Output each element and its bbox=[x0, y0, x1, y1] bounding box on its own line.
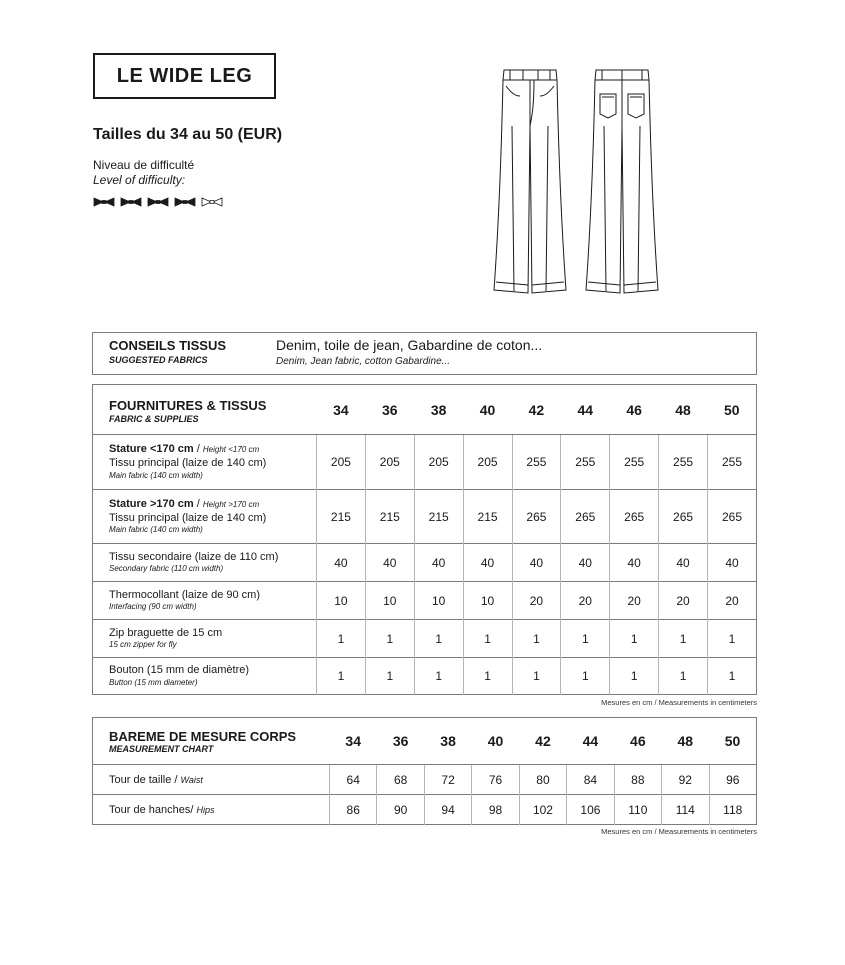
table-cell: 1 bbox=[414, 658, 463, 695]
bow-tie-icon bbox=[93, 197, 115, 207]
table-cell: 40 bbox=[610, 544, 659, 582]
table-cell: 1 bbox=[561, 620, 610, 658]
measurement-heading bbox=[93, 718, 330, 765]
fabrics-title-en: SUGGESTED FABRICS bbox=[109, 355, 208, 365]
table-cell: 106 bbox=[567, 795, 614, 825]
table-cell: 88 bbox=[614, 765, 661, 795]
supplies-title-en: FABRIC & SUPPLIES bbox=[109, 414, 199, 424]
table-cell: 255 bbox=[610, 435, 659, 490]
row-label bbox=[93, 765, 330, 795]
supplies-title-fr: FOURNITURES & TISSUS bbox=[109, 397, 267, 413]
table-cell: 265 bbox=[610, 490, 659, 544]
size-header: 40 bbox=[487, 733, 504, 749]
table-cell: 10 bbox=[414, 582, 463, 620]
table-cell: 40 bbox=[317, 544, 366, 582]
table-cell: 94 bbox=[424, 795, 471, 825]
fabrics-text-en: Denim, Jean fabric, cotton Gabardine... bbox=[276, 356, 450, 367]
table-cell: 84 bbox=[567, 765, 614, 795]
trousers-front-icon bbox=[494, 70, 566, 293]
row-label-fr: Tissu principal (laize de 140 cm) bbox=[109, 511, 267, 524]
table-cell: 1 bbox=[463, 620, 512, 658]
row-label-fr: Tissu secondaire (laize de 110 cm) bbox=[109, 550, 279, 563]
table-cell: 1 bbox=[659, 658, 708, 695]
table-cell: 205 bbox=[463, 435, 512, 490]
table-cell: 96 bbox=[709, 765, 757, 795]
size-header: 44 bbox=[577, 401, 594, 418]
table-cell: 265 bbox=[512, 490, 561, 544]
supplies-table bbox=[92, 384, 757, 695]
table-cell: 20 bbox=[659, 582, 708, 620]
row-label-fr: Zip braguette de 15 cm bbox=[109, 626, 223, 639]
size-header: 50 bbox=[724, 733, 741, 749]
table-cell: 40 bbox=[659, 544, 708, 582]
table-cell: 215 bbox=[365, 490, 414, 544]
row-label-en: Main fabric (140 cm width) bbox=[109, 470, 203, 480]
row-label-en: Main fabric (140 cm width) bbox=[109, 525, 203, 535]
separator: / bbox=[193, 443, 203, 456]
row-label-fr: Thermocollant (laize de 90 cm) bbox=[109, 588, 261, 601]
size-range: Tailles du 34 au 50 (EUR) bbox=[93, 126, 283, 143]
pattern-title: LE WIDE LEG bbox=[93, 53, 276, 99]
size-header: 46 bbox=[626, 401, 642, 418]
table-cell: 1 bbox=[414, 620, 463, 658]
row-label-en: Secondary fabric (110 cm width) bbox=[109, 564, 224, 574]
table-cell: 1 bbox=[659, 620, 708, 658]
table-cell: 76 bbox=[472, 765, 519, 795]
size-header: 38 bbox=[440, 733, 456, 749]
table-cell: 265 bbox=[708, 490, 757, 544]
table-cell: 86 bbox=[330, 795, 377, 825]
supplies-header-row bbox=[93, 385, 757, 435]
row-label bbox=[93, 620, 317, 658]
stature-label: Stature >170 cm bbox=[109, 497, 194, 510]
stature-label: Stature <170 cm bbox=[109, 443, 194, 456]
table-cell: 90 bbox=[377, 795, 424, 825]
table-cell: 205 bbox=[365, 435, 414, 490]
table-cell: 215 bbox=[463, 490, 512, 544]
table-cell: 80 bbox=[519, 765, 566, 795]
table-cell: 1 bbox=[610, 620, 659, 658]
table-cell: 40 bbox=[365, 544, 414, 582]
size-header: 40 bbox=[479, 401, 496, 418]
bow-tie-icon bbox=[174, 197, 196, 207]
size-header: 36 bbox=[392, 733, 409, 749]
table-cell: 215 bbox=[414, 490, 463, 544]
table-cell: 110 bbox=[614, 795, 661, 825]
row-label bbox=[93, 582, 317, 620]
table-row bbox=[93, 582, 757, 620]
supplies-heading bbox=[93, 385, 317, 435]
row-label-line bbox=[109, 443, 316, 457]
size-header: 34 bbox=[333, 401, 349, 418]
table-cell: 265 bbox=[561, 490, 610, 544]
measurement-header-row bbox=[93, 718, 757, 765]
row-label bbox=[93, 435, 317, 490]
table-cell: 20 bbox=[561, 582, 610, 620]
row-label-fr: Tour de taille bbox=[109, 773, 172, 786]
table-cell: 1 bbox=[365, 620, 414, 658]
row-label-en: Interfacing (90 cm width) bbox=[109, 602, 197, 612]
trousers-back-icon bbox=[586, 70, 658, 293]
table-cell: 255 bbox=[561, 435, 610, 490]
row-label bbox=[93, 658, 317, 695]
table-cell: 20 bbox=[610, 582, 659, 620]
bow-tie-icon bbox=[120, 197, 142, 207]
fabrics-text-fr: Denim, toile de jean, Gabardine de coton... bbox=[276, 337, 543, 353]
trousers-illustration bbox=[490, 66, 665, 298]
table-row bbox=[93, 658, 757, 695]
size-header: 42 bbox=[535, 733, 551, 749]
fabrics-title-fr: CONSEILS TISSUS bbox=[109, 338, 227, 353]
bow-tie-icon bbox=[201, 197, 223, 207]
row-label-en: 15 cm zipper for fly bbox=[109, 640, 177, 650]
table-cell: 215 bbox=[317, 490, 366, 544]
table-cell: 1 bbox=[463, 658, 512, 695]
table-cell: 64 bbox=[330, 765, 377, 795]
measurement-title-fr: BAREME DE MESURE CORPS bbox=[109, 728, 297, 744]
measurement-table bbox=[92, 717, 757, 825]
table-cell: 265 bbox=[659, 490, 708, 544]
table-cell: 205 bbox=[414, 435, 463, 490]
table-cell: 1 bbox=[317, 658, 366, 695]
table-cell: 255 bbox=[659, 435, 708, 490]
table-row bbox=[93, 490, 757, 544]
table-cell: 1 bbox=[561, 658, 610, 695]
table-cell: 102 bbox=[519, 795, 566, 825]
row-label-en: Waist bbox=[180, 774, 203, 785]
table-row bbox=[93, 765, 757, 795]
row-label bbox=[93, 795, 330, 825]
size-header: 36 bbox=[382, 401, 398, 418]
size-header: 44 bbox=[582, 733, 599, 749]
row-label-fr: Bouton (15 mm de diamètre) bbox=[109, 664, 250, 677]
bow-tie-icon bbox=[147, 197, 169, 207]
table-cell: 255 bbox=[512, 435, 561, 490]
separator: / bbox=[193, 497, 203, 510]
size-header: 46 bbox=[630, 733, 646, 749]
table-row bbox=[93, 620, 757, 658]
table-cell: 92 bbox=[662, 765, 709, 795]
table-cell: 1 bbox=[365, 658, 414, 695]
size-header: 42 bbox=[528, 401, 545, 418]
table-cell: 1 bbox=[708, 620, 757, 658]
table-cell: 1 bbox=[317, 620, 366, 658]
row-label bbox=[93, 544, 317, 582]
table-row bbox=[93, 544, 757, 582]
difficulty-label-en: Level of difficulty: bbox=[93, 173, 186, 187]
table-cell: 40 bbox=[463, 544, 512, 582]
row-label-en: Button (15 mm diameter) bbox=[109, 677, 198, 687]
measurement-title-en: MEASUREMENT CHART bbox=[109, 743, 214, 754]
table-cell: 10 bbox=[317, 582, 366, 620]
table-cell: 118 bbox=[709, 795, 757, 825]
table-cell: 20 bbox=[708, 582, 757, 620]
suggested-fabrics-box bbox=[92, 332, 757, 375]
separator: / bbox=[171, 773, 181, 786]
table-cell: 40 bbox=[708, 544, 757, 582]
table-cell: 255 bbox=[708, 435, 757, 490]
row-label-fr: Tour de hanches bbox=[109, 803, 191, 816]
size-header: 48 bbox=[675, 401, 691, 418]
separator: / bbox=[190, 803, 197, 816]
table-cell: 20 bbox=[512, 582, 561, 620]
table-cell: 1 bbox=[610, 658, 659, 695]
height-label-en: Height >170 cm bbox=[202, 499, 260, 509]
row-label bbox=[93, 490, 317, 544]
table-row bbox=[93, 435, 757, 490]
table-cell: 98 bbox=[472, 795, 519, 825]
table-cell: 10 bbox=[463, 582, 512, 620]
table-row bbox=[93, 795, 757, 825]
table-cell: 40 bbox=[414, 544, 463, 582]
table-cell: 72 bbox=[424, 765, 471, 795]
table-cell: 1 bbox=[512, 658, 561, 695]
row-label-line bbox=[109, 498, 316, 512]
table-cell: 1 bbox=[708, 658, 757, 695]
units-note: Mesures en cm / Measurements in centimeters bbox=[601, 698, 757, 707]
size-header: 50 bbox=[723, 401, 740, 418]
table-cell: 1 bbox=[512, 620, 561, 658]
table-cell: 40 bbox=[512, 544, 561, 582]
row-label-en: Hips bbox=[196, 804, 215, 815]
units-note: Mesures en cm / Measurements in centimeters bbox=[601, 827, 757, 836]
row-label-fr: Tissu principal (laize de 140 cm) bbox=[109, 457, 267, 469]
size-header: 48 bbox=[677, 733, 694, 749]
table-cell: 205 bbox=[317, 435, 366, 490]
table-cell: 10 bbox=[365, 582, 414, 620]
size-header: 34 bbox=[345, 733, 361, 749]
difficulty-label-fr: Niveau de difficulté bbox=[93, 158, 195, 172]
table-cell: 114 bbox=[662, 795, 709, 825]
table-cell: 68 bbox=[377, 765, 424, 795]
height-label-en: Height <170 cm bbox=[202, 445, 260, 455]
table-cell: 40 bbox=[561, 544, 610, 582]
difficulty-rating bbox=[93, 197, 223, 207]
size-header: 38 bbox=[430, 401, 447, 418]
